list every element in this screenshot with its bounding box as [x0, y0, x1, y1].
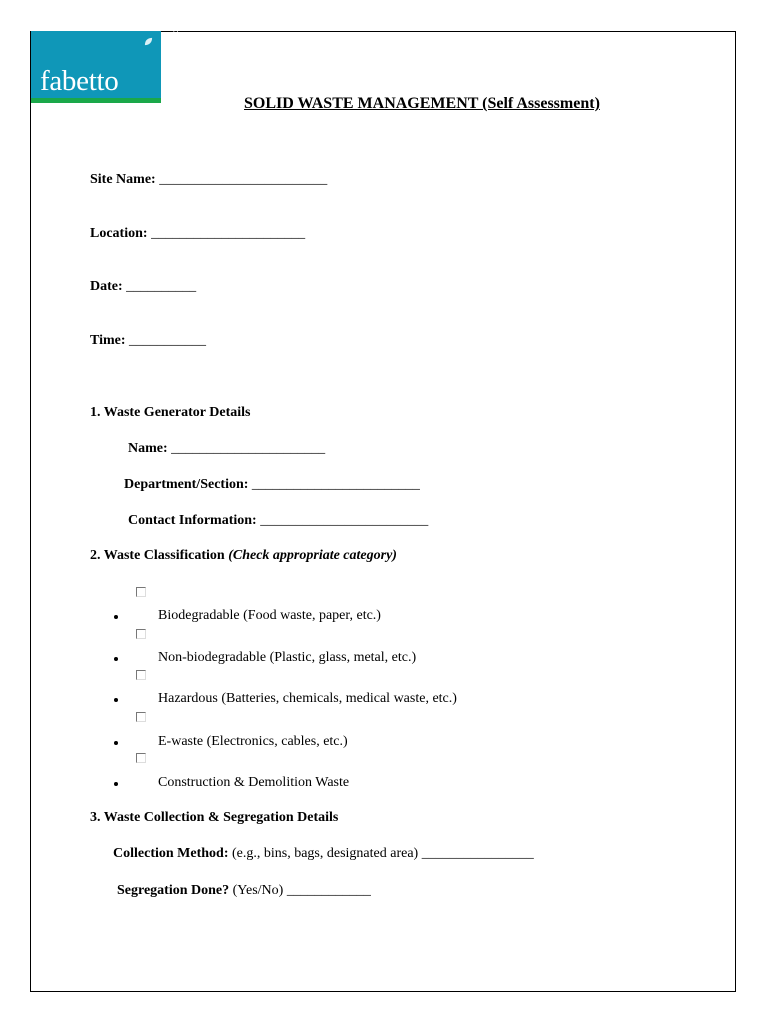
contact-field[interactable]: [128, 513, 428, 529]
leaf-icon: [144, 37, 153, 46]
section-2-hint: (Check appropriate category): [228, 548, 397, 563]
contact-label: Contact Information:: [128, 513, 257, 528]
checkbox-e-waste[interactable]: [136, 712, 146, 722]
generator-name-line[interactable]: ______________________: [171, 441, 326, 456]
collection-method-hint: (e.g., bins, bags, designated area): [228, 846, 422, 861]
bullet-icon: [114, 741, 118, 745]
date-line[interactable]: __________: [126, 279, 197, 294]
page-title: SOLID WASTE MANAGEMENT (Self Assessment): [244, 95, 600, 112]
option-hazardous: Hazardous (Batteries, chemicals, medical waste, etc.): [158, 691, 457, 706]
location-line[interactable]: ______________________: [151, 226, 306, 241]
time-field[interactable]: [90, 333, 206, 349]
department-label: Department/Section:: [124, 477, 249, 492]
time-line[interactable]: ___________: [129, 333, 207, 348]
segregation-hint: (Yes/No): [229, 883, 287, 898]
checkbox-non-biodegradable[interactable]: [136, 629, 146, 639]
logo-subtitle: ecotech: [171, 22, 180, 61]
section-2-heading: [90, 548, 397, 564]
bullet-icon: [114, 615, 118, 619]
generator-name-label: Name:: [128, 441, 168, 456]
logo-green-band: [31, 98, 161, 103]
option-construction: Construction & Demolition Waste: [158, 775, 350, 790]
bullet-icon: [114, 782, 118, 786]
segregation-field[interactable]: [117, 883, 371, 899]
department-field[interactable]: [124, 477, 420, 493]
collection-method-line[interactable]: ________________: [421, 846, 534, 861]
checkbox-construction[interactable]: [136, 753, 146, 763]
section-3-heading: 3. Waste Collection & Segregation Details: [90, 810, 339, 825]
location-field[interactable]: [90, 226, 305, 242]
bullet-icon: [114, 698, 118, 702]
site-name-label: Site Name:: [90, 172, 156, 187]
segregation-label: Segregation Done?: [117, 883, 230, 898]
section-2-title: 2. Waste Classification: [90, 548, 225, 563]
time-label: Time:: [90, 333, 126, 348]
option-e-waste: E-waste (Electronics, cables, etc.): [158, 734, 348, 749]
site-name-line[interactable]: ________________________: [159, 172, 328, 187]
contact-line[interactable]: ________________________: [260, 513, 429, 528]
bullet-icon: [114, 657, 118, 661]
option-biodegradable: Biodegradable (Food waste, paper, etc.): [158, 608, 381, 623]
site-name-field[interactable]: [90, 172, 327, 188]
section-1-heading: 1. Waste Generator Details: [90, 405, 251, 420]
checkbox-biodegradable[interactable]: [136, 587, 146, 597]
location-label: Location:: [90, 226, 148, 241]
checkbox-hazardous[interactable]: [136, 670, 146, 680]
logo-brand: fabetto: [40, 65, 119, 97]
company-logo: [31, 22, 180, 103]
generator-name-field[interactable]: [128, 441, 325, 457]
option-non-biodegradable: Non-biodegradable (Plastic, glass, metal, etc.): [158, 650, 417, 665]
date-label: Date:: [90, 279, 123, 294]
department-line[interactable]: ________________________: [251, 477, 420, 492]
date-field[interactable]: [90, 279, 196, 295]
collection-method-field[interactable]: [113, 846, 534, 862]
segregation-line[interactable]: ____________: [286, 883, 371, 898]
collection-method-label: Collection Method:: [113, 846, 229, 861]
